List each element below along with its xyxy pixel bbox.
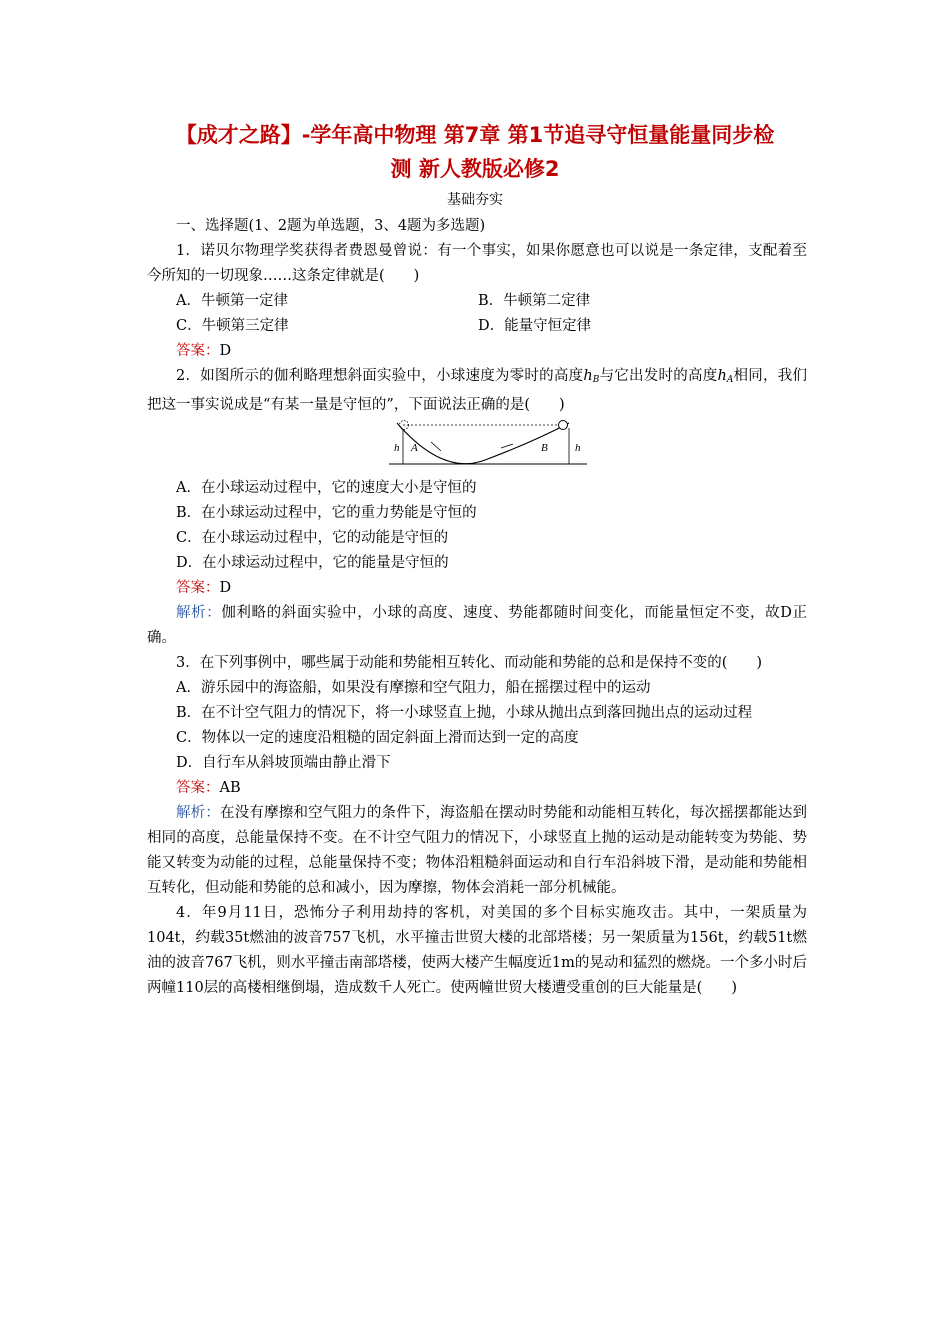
document-body: [147, 214, 807, 1001]
answer-value: AB: [219, 780, 241, 796]
analysis-text: 在没有摩擦和空气阻力的条件下，海盗船在摆动时势能和动能相互转化，每次摇摆都能达到相同的高度，总能量保持不变。在不计空气阻力的情况下，小球竖直上抛的运动是动能转变为势能、势能又转变为动能的过程，总能量保持不变；物体沿粗糙斜面运动和自行车沿斜坡下滑，是动能和势能相互转化，但动能和势能的总和减小，因为摩擦，物体会消耗一部分机械能。: [147, 805, 808, 896]
analysis-text: 伽利略的斜面实验中，小球的高度、速度、势能都随时间变化，而能量恒定不变，故D正确。: [147, 605, 808, 646]
ball-end-icon: [559, 421, 568, 430]
answer-label: 答案：: [176, 580, 220, 596]
question-1-option-c: C．牛顿第三定律: [176, 318, 289, 334]
question-2-option-b: B．在小球运动过程中，它的重力势能是守恒的: [176, 505, 477, 521]
question-2: [147, 364, 807, 651]
figure-label-b: B: [541, 442, 548, 454]
question-1-answer: [147, 339, 807, 364]
document-title: [150, 118, 800, 186]
incline-figure: [147, 420, 807, 472]
question-2-analysis: [147, 601, 807, 651]
question-1-options-row-1: [147, 289, 807, 314]
answer-label: 答案：: [176, 343, 220, 359]
question-2-stem: [147, 364, 807, 418]
question-2-stem-part-3: 相同，我们把这一事实说成是“有某一量是守恒的”，下面说法正确的是( ): [147, 368, 807, 413]
question-4-stem: 4．年9月11日，恐怖分子利用劫持的客机，对美国的多个目标实施攻击。其中，一架质量为104t，约载35t燃油的波音757飞机，水平撞击世贸大楼的北部塔楼；另一架质量为156t，约载51t燃油的波音767飞机，则水平撞击南部塔楼，使两大楼产生幅度近1m的晃动和猛烈的燃烧。一个多小时后两幢110层的高楼相继倒塌，造成数千人死亡。使两幢世贸大楼遭受重创的巨大能量是( ): [147, 905, 807, 996]
up-arrow-icon: [501, 444, 513, 448]
question-3-analysis: [147, 801, 807, 901]
h-b-subscript: B: [592, 375, 600, 385]
question-1-option-b: B．牛顿第二定律: [478, 293, 591, 309]
question-2-stem-part-1: 2．如图所示的伽利略理想斜面实验中，小球速度为零时的高度: [176, 368, 584, 384]
analysis-label: 解析：: [176, 605, 222, 621]
question-2-option-a: A．在小球运动过程中，它的速度大小是守恒的: [176, 480, 477, 496]
question-1: [147, 239, 807, 364]
answer-value: D: [219, 343, 232, 359]
question-1-stem-line-1: 1．诺贝尔物理学奖获得者费恩曼曾说：有一个事实，如果你愿意也可以说是一条定律，: [176, 243, 749, 259]
question-3-stem: 3．在下列事例中，哪些属于动能和势能相互转化、而动能和势能的总和是保持不变的( ): [176, 655, 763, 671]
part-heading: 一、选择题(1、2题为单选题，3、4题为多选题): [176, 218, 486, 234]
question-3-option-d: D．自行车从斜坡顶端由静止滑下: [176, 755, 391, 771]
question-1-options-row-2: [147, 314, 807, 339]
answer-value: D: [219, 580, 232, 596]
question-3-answer: [147, 776, 807, 801]
down-arrow-icon: [431, 442, 441, 451]
question-4: [147, 901, 807, 1001]
question-3-option-c: C．物体以一定的速度沿粗糙的固定斜面上滑而达到一定的高度: [176, 730, 579, 746]
question-1-option-d: D．能量守恒定律: [478, 318, 592, 334]
question-3-option-a: A．游乐园中的海盗船，如果没有摩擦和空气阻力，船在摇摆过程中的运动: [176, 680, 651, 696]
question-2-answer: [147, 576, 807, 601]
question-3-option-b: B．在不计空气阻力的情况下，将一小球竖直上抛，小球从抛出点到落回抛出点的运动过程: [176, 705, 753, 721]
h-a-symbol: h: [717, 368, 727, 384]
h-b-symbol: h: [583, 368, 593, 384]
galileo-incline-diagram: [383, 420, 589, 470]
answer-label: 答案：: [176, 780, 220, 796]
h-a-subscript: A: [726, 375, 734, 385]
question-2-stem-part-2: 与它出发时的高度: [599, 368, 718, 384]
figure-label-right-h: h: [575, 442, 581, 454]
question-2-option-d: D．在小球运动过程中，它的能量是守恒的: [176, 555, 449, 571]
question-1-stem: [147, 239, 807, 289]
title-line-2: 测 新人教版必修2: [390, 157, 560, 181]
title-line-1: 【成才之路】-学年高中物理 第7章 第1节追寻守恒量能量同步检: [175, 123, 775, 147]
analysis-label: 解析：: [176, 805, 221, 821]
question-1-option-a: A．牛顿第一定律: [176, 293, 288, 309]
question-2-option-c: C．在小球运动过程中，它的动能是守恒的: [176, 530, 449, 546]
question-3: [147, 651, 807, 901]
figure-label-left-h: h: [394, 442, 400, 454]
figure-label-a: A: [411, 442, 418, 454]
section-heading: 基础夯实: [447, 192, 503, 208]
question-1-stem-line-2: 支配着至今所知的一切现象……这条定律就是( ): [147, 243, 807, 284]
